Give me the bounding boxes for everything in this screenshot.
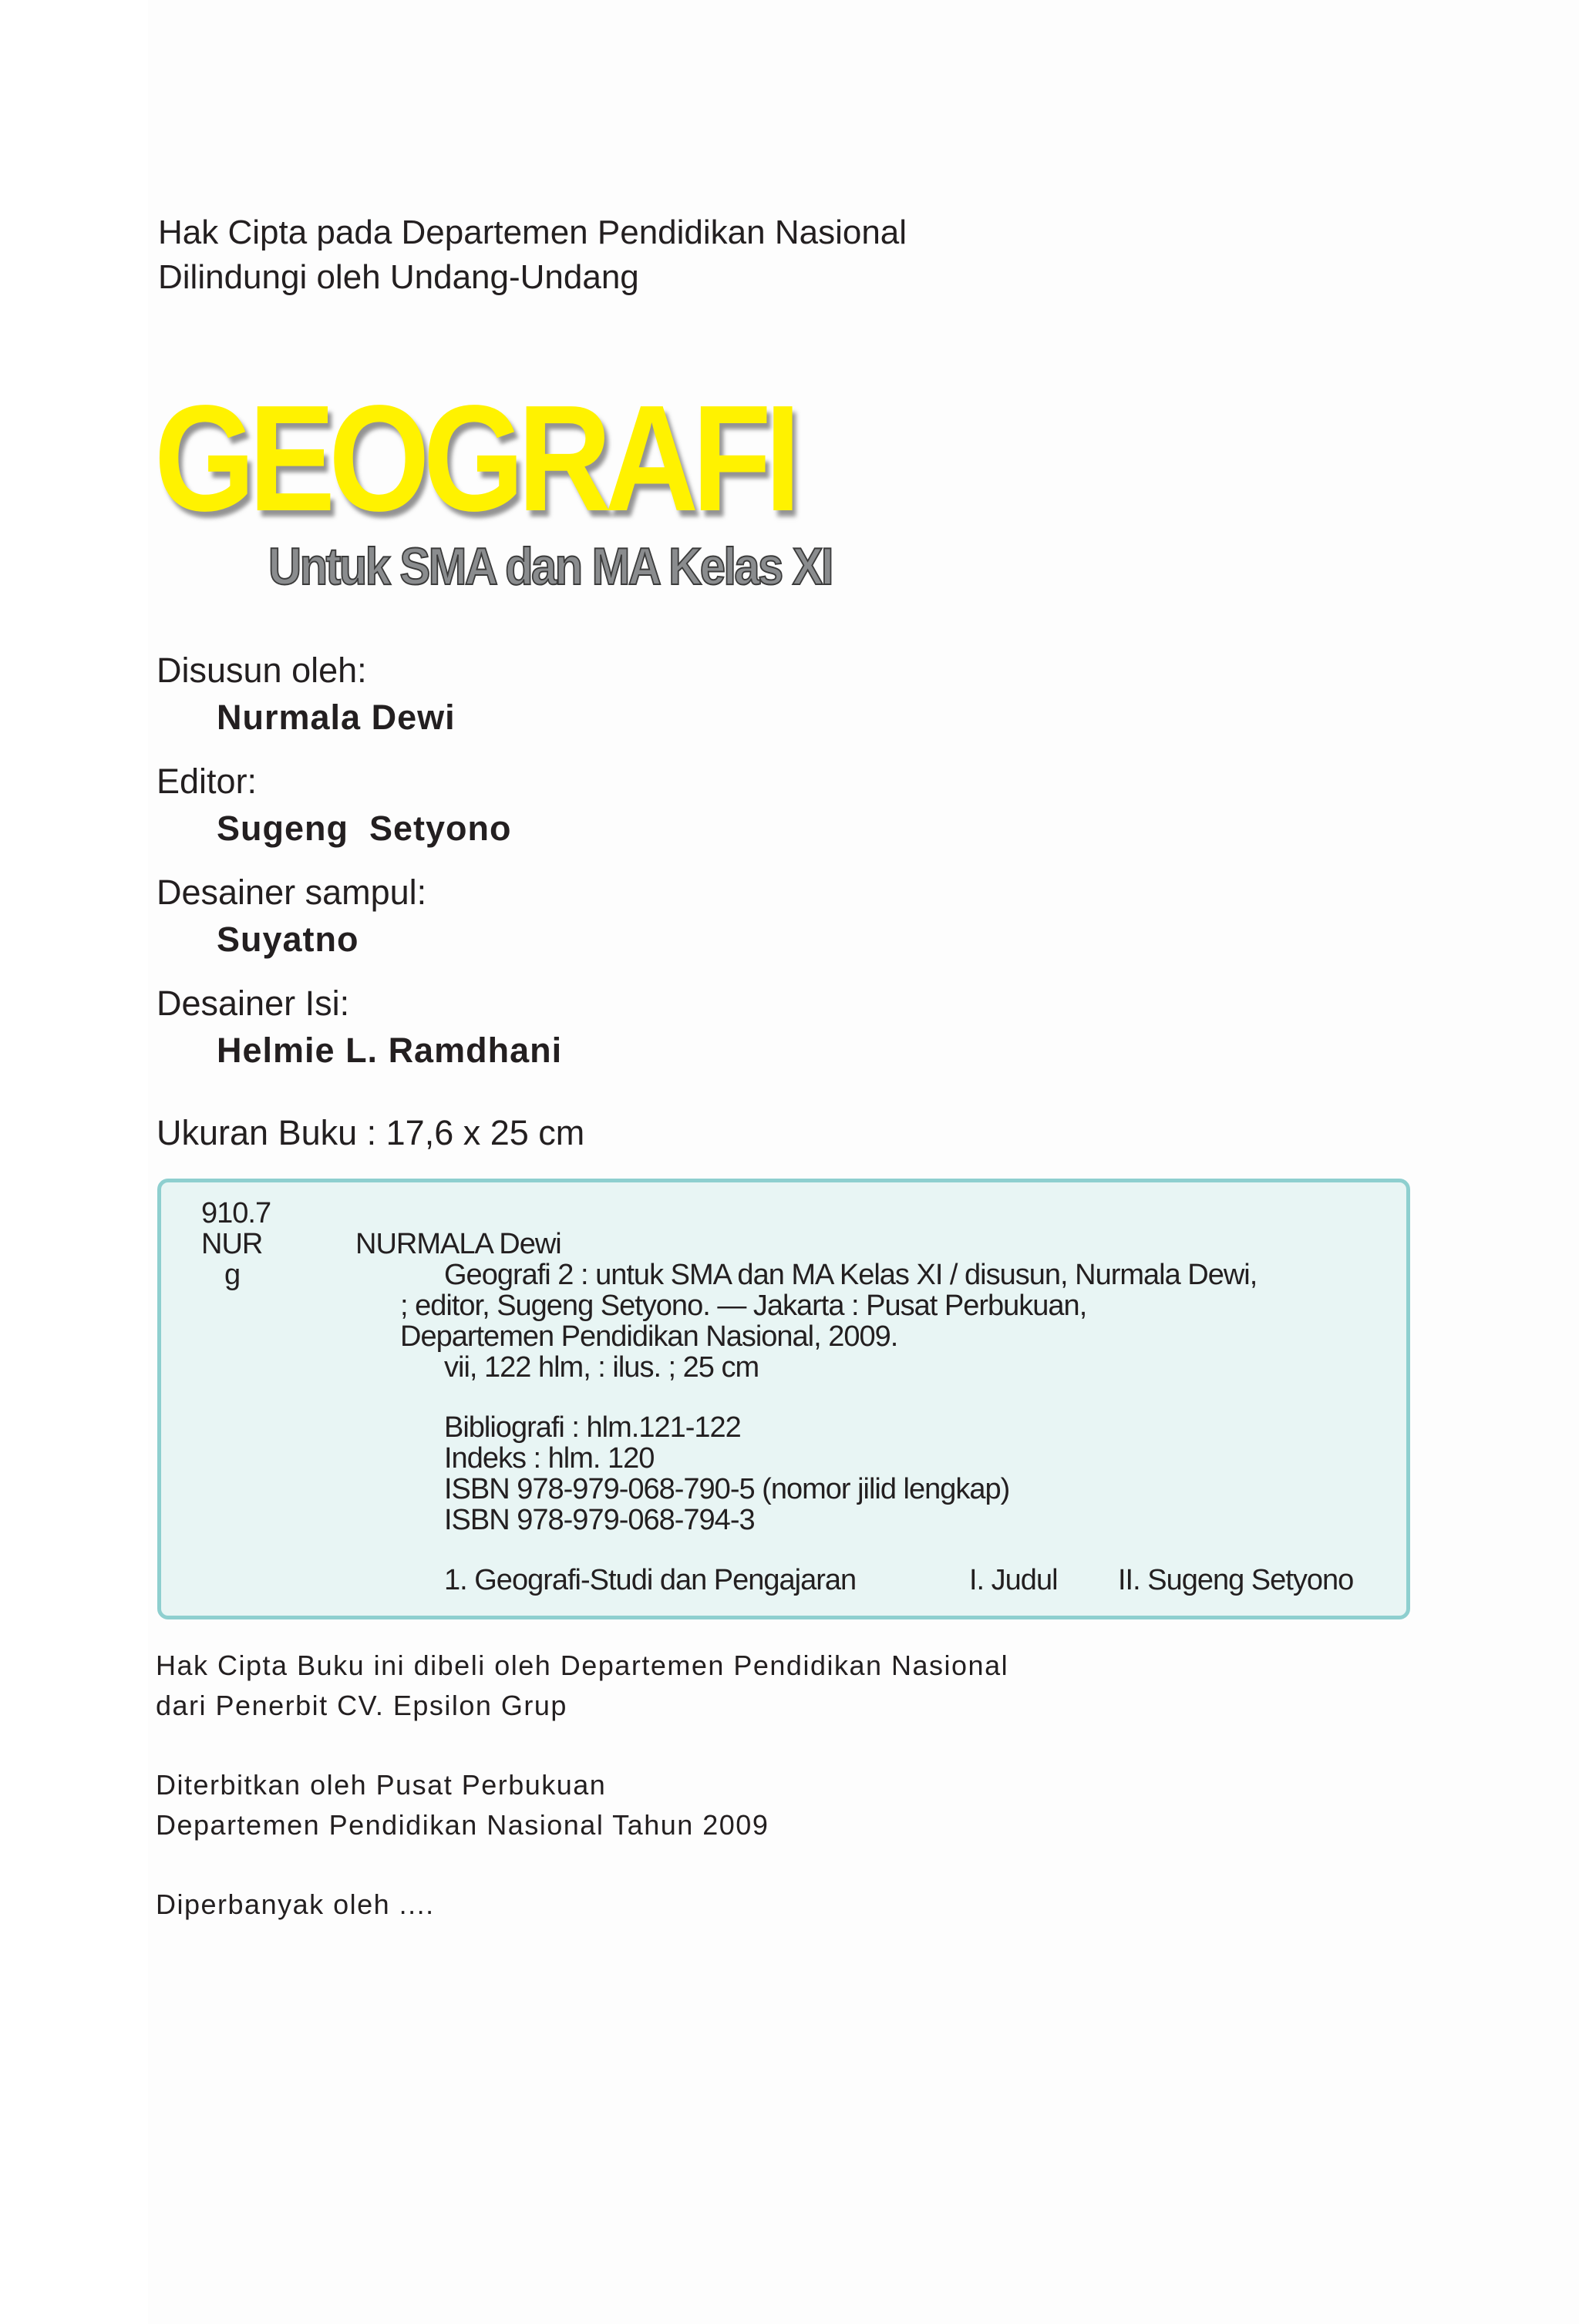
credit-role: Editor:: [157, 762, 258, 801]
catalog-subject-1: 1. Geografi-Studi dan Pengajaran: [444, 1564, 857, 1596]
credit-role: Desainer sampul:: [157, 873, 427, 912]
purchase-line-2: dari Penerbit CV. Epsilon Grup: [156, 1690, 567, 1721]
credit-role: Desainer Isi:: [157, 984, 350, 1023]
book-subtitle: Untuk SMA dan MA Kelas XI: [268, 537, 832, 596]
catalog-bibliography: Bibliografi : hlm.121-122: [444, 1411, 741, 1444]
publisher-line-2: Departemen Pendidikan Nasional Tahun 2009: [156, 1809, 769, 1841]
catalog-subject-3: II. Sugeng Setyono: [1118, 1564, 1354, 1596]
credit-cover-designer: [157, 869, 562, 964]
call-number-title: g: [224, 1259, 241, 1291]
catalog-description-2: ; editor, Sugeng Setyono. — Jakarta : Pusat Perbukuan,: [400, 1290, 1087, 1322]
credit-name: Helmie L. Ramdhani: [217, 1031, 563, 1070]
credit-author: [157, 647, 562, 742]
call-number-class: 910.7: [201, 1197, 271, 1229]
catalog-subject-2: I. Judul: [969, 1564, 1058, 1596]
catalog-card: [157, 1179, 1410, 1619]
publisher-notice: [156, 1765, 769, 1845]
book-size: Ukuran Buku : 17,6 x 25 cm: [157, 1113, 585, 1152]
copyright-line-1: Hak Cipta pada Departemen Pendidikan Nasional: [158, 214, 907, 251]
catalog-physical-description: vii, 122 hlm, : ilus. ; 25 cm: [444, 1351, 759, 1384]
purchase-line-1: Hak Cipta Buku ini dibeli oleh Departemen Pendidikan Nasional: [156, 1650, 1009, 1681]
catalog-description-3: Departemen Pendidikan Nasional, 2009.: [400, 1320, 898, 1353]
credit-name: Suyatno: [217, 920, 359, 959]
page-background: [148, 0, 1579, 2324]
copyright-notice: [158, 210, 907, 300]
catalog-isbn-volume: ISBN 978-979-068-794-3: [444, 1504, 755, 1536]
copyright-line-2: Dilindungi oleh Undang-Undang: [158, 258, 639, 296]
call-number-author: NUR: [201, 1228, 263, 1260]
credits-list: [157, 647, 562, 1091]
book-title: GEOGRAFI: [154, 374, 795, 543]
publisher-line-1: Diterbitkan oleh Pusat Perbukuan: [156, 1769, 607, 1801]
reproduction-notice: Diperbanyak oleh ....: [156, 1888, 435, 1920]
catalog-author: NURMALA Dewi: [355, 1228, 561, 1260]
purchase-notice: [156, 1646, 1008, 1726]
credit-name: Nurmala Dewi: [217, 698, 456, 737]
catalog-isbn-set: ISBN 978-979-068-790-5 (nomor jilid lengkap): [444, 1473, 1010, 1505]
catalog-index: Indeks : hlm. 120: [444, 1442, 655, 1475]
book-title-logo: [154, 374, 848, 613]
credit-editor: [157, 758, 562, 853]
credit-role: Disusun oleh:: [157, 651, 367, 690]
catalog-description-1: Geografi 2 : untuk SMA dan MA Kelas XI / disusun, Nurmala Dewi,: [444, 1259, 1257, 1291]
credit-content-designer: [157, 980, 562, 1075]
credit-name: Sugeng Setyono: [217, 809, 512, 848]
